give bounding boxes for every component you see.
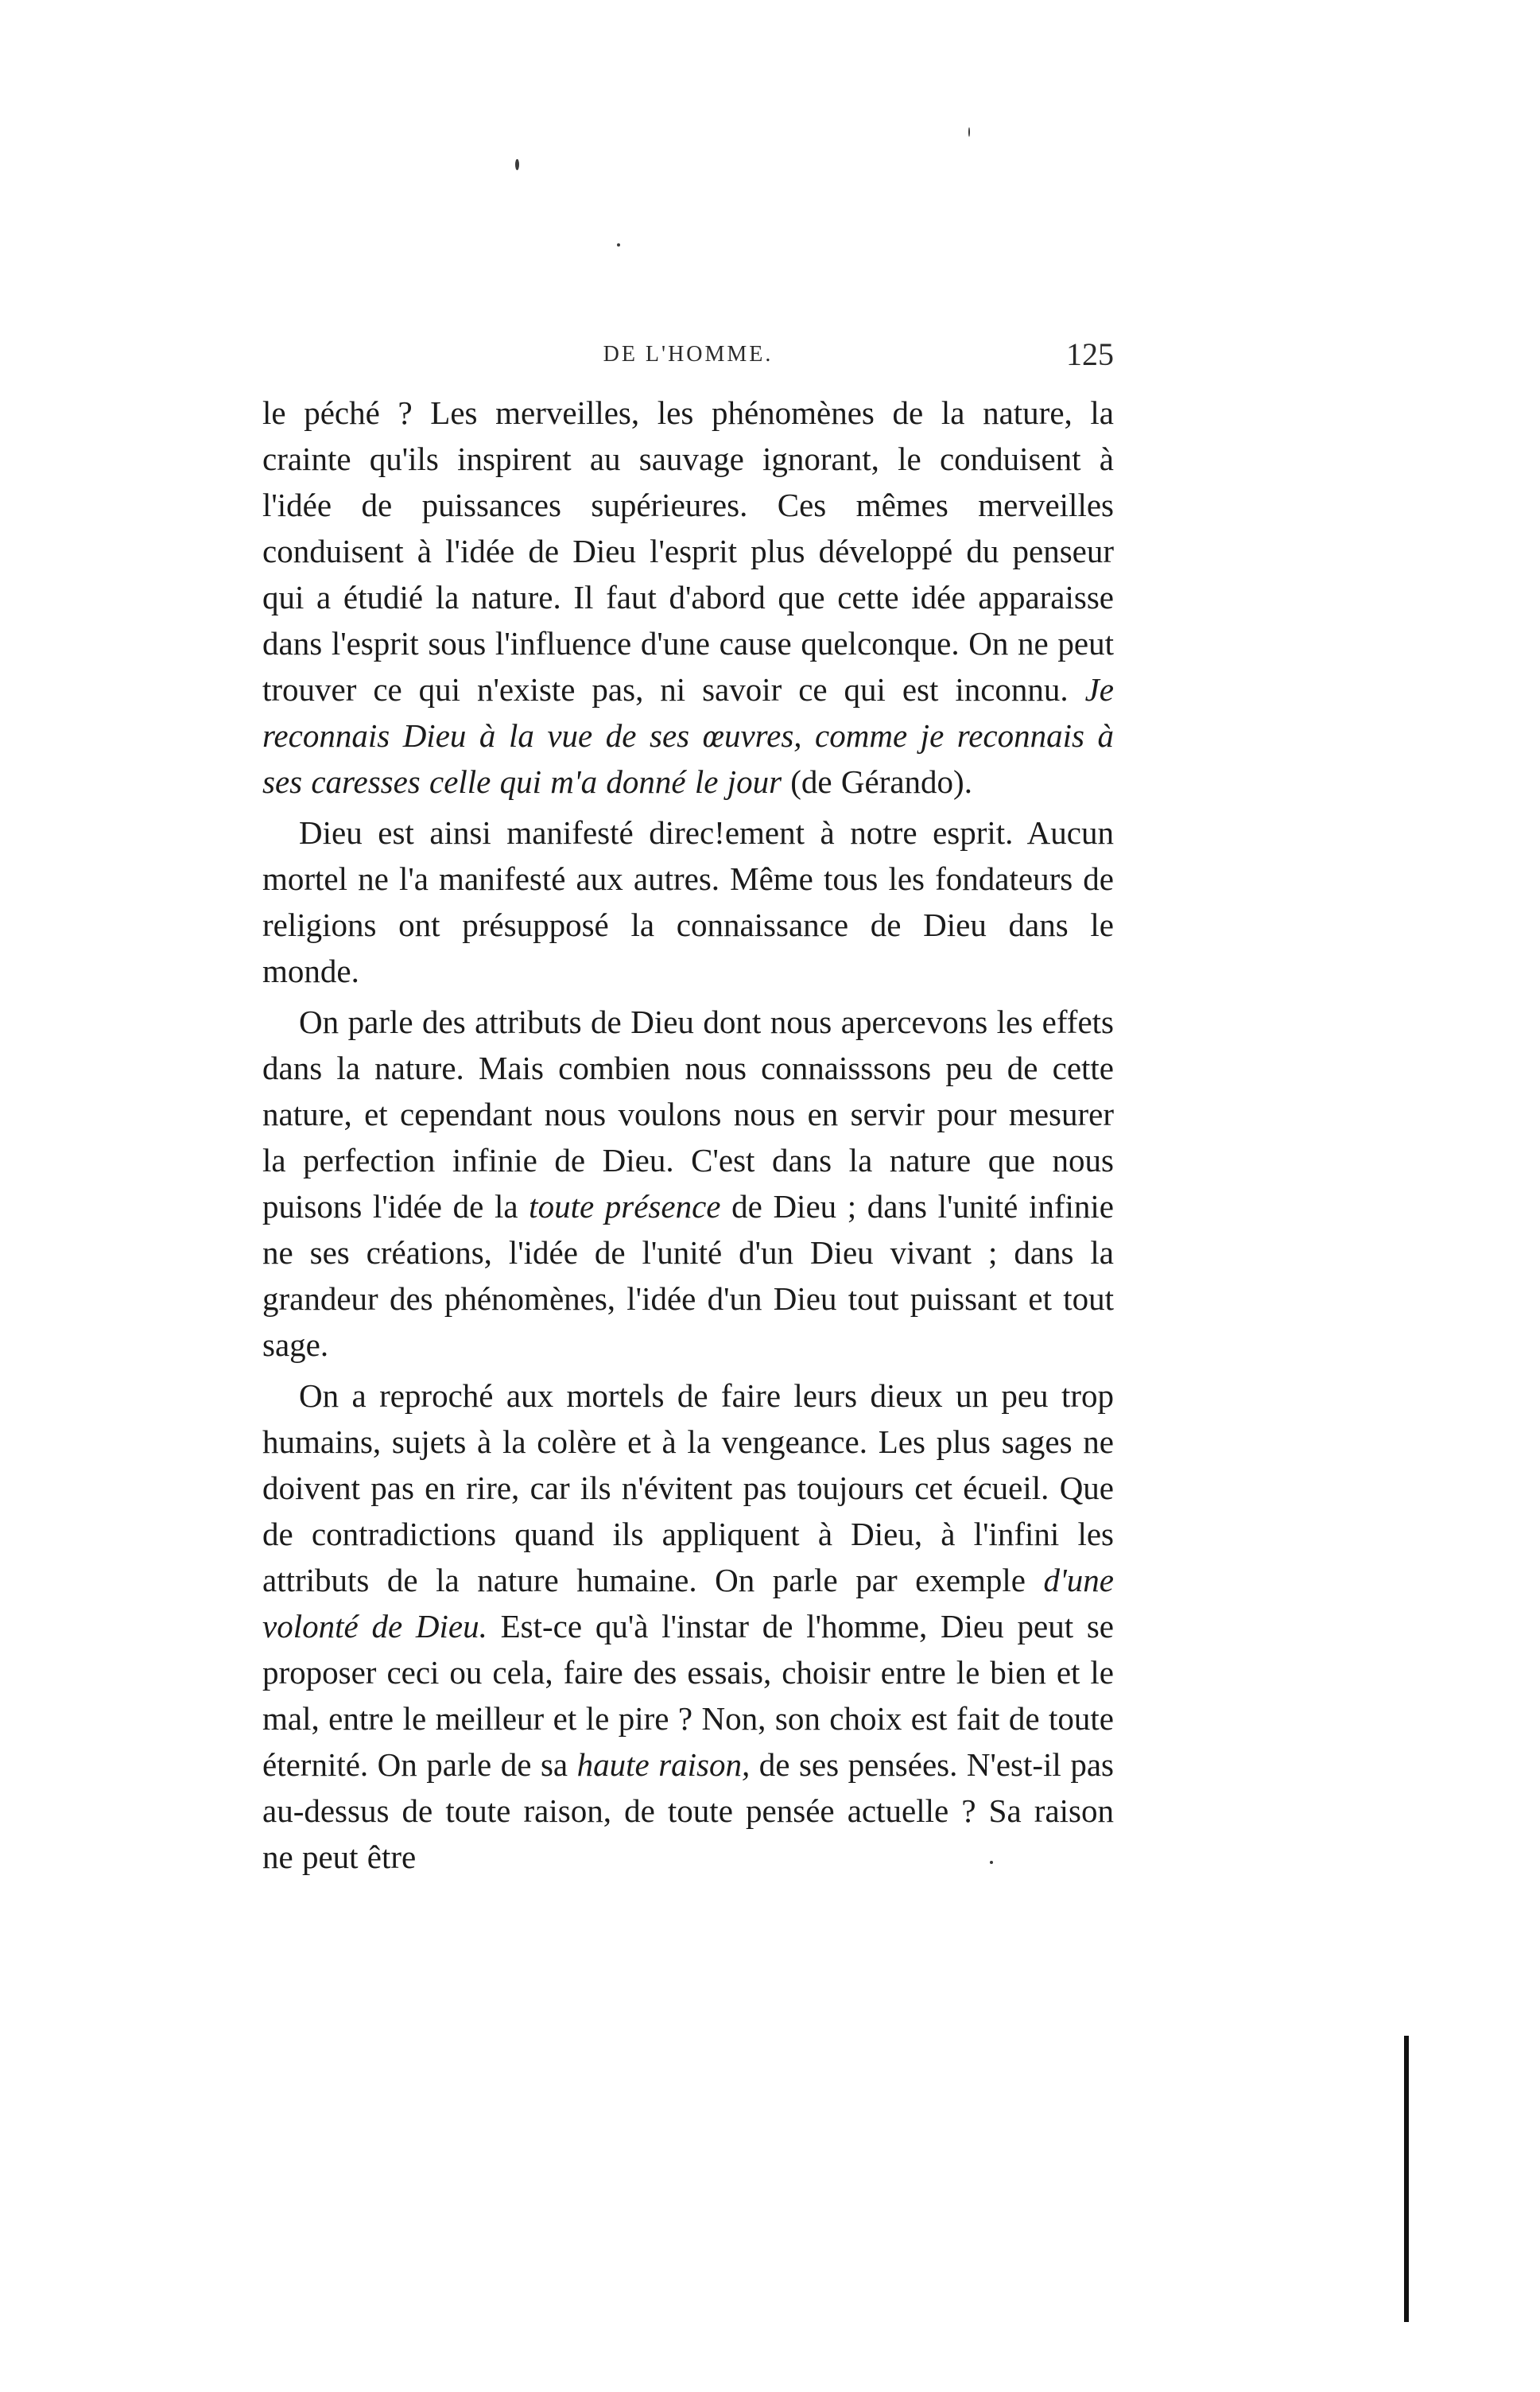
- text-run: de Dieu ; dans l'unité infinie ne ses créations, l'idée de l'unité d'un Dieu vivant ; dans la grandeur des phénomènes, l'idée d'un Dieu tout puissant et tout sage.: [262, 1188, 1114, 1363]
- body-text: [262, 390, 1114, 1885]
- scan-margin-line: [1404, 2036, 1409, 2322]
- print-speck: [515, 159, 519, 170]
- text-run: Est-ce qu'à l'instar de l'homme, Dieu peut se proposer ceci ou cela, faire des essais, choisir entre le bien et le mal, entre le meilleur et le pire ? Non, son choix est fait de toute éternité. On parle de sa: [262, 1608, 1114, 1783]
- print-speck: [968, 127, 970, 137]
- print-speck: [617, 243, 620, 247]
- paragraph-4: [262, 1373, 1114, 1880]
- italic-term: haute raison,: [576, 1746, 751, 1783]
- text-run: Dieu est ainsi manifesté direc!ement à notre esprit. Aucun mortel ne l'a manifesté aux autres. Même tous les fondateurs de religions ont présupposé la connaissance de Dieu dans le monde.: [262, 814, 1114, 989]
- paragraph-1: [262, 390, 1114, 805]
- italic-term: d'une volonté de Dieu.: [262, 1562, 1114, 1644]
- italic-quote: Je reconnais Dieu à la vue de ses œuvres, comme je reconnais à ses caresses celle qui m'a donné le jour: [262, 671, 1114, 800]
- page-number: 125: [1066, 336, 1114, 372]
- paragraph-3: [262, 999, 1114, 1368]
- running-head: [262, 336, 1114, 390]
- text-run: On a reproché aux mortels de faire leurs dieux un peu trop humains, sujets à la colère et à la vengeance. Les plus sages ne doivent pas en rire, car ils n'évitent pas toujours cet écueil. Que de contradictions quand ils appliquent à Dieu, à l'infini les attributs de la nature humaine. On parle par exemple: [262, 1377, 1114, 1598]
- text-run: le péché ? Les merveilles, les phénomènes de la nature, la crainte qu'ils inspirent au sauvage ignorant, le conduisent à l'idée de puissances supérieures. Ces mêmes merveilles conduisent à l'idée de Dieu l'esprit plus développé du penseur qui a étudié la nature. Il faut d'abord que cette idée apparaisse dans l'esprit sous l'influence d'une cause quelconque. On ne peut trouver ce qui n'existe pas, ni savoir ce qui est inconnu.: [262, 394, 1114, 708]
- text-run: On parle des attributs de Dieu dont nous apercevons les effets dans la nature. Mais combien nous connaisssons peu de cette nature, et cependant nous voulons nous en servir pour mesurer la perfection infinie de Dieu. C'est dans la nature que nous puisons l'idée de la: [262, 1004, 1114, 1225]
- text-run: (de Gérando).: [782, 763, 972, 800]
- italic-term: toute présence: [529, 1188, 721, 1225]
- paragraph-2: [262, 810, 1114, 994]
- running-title: DE L'HOMME.: [603, 342, 774, 367]
- text-run: de ses pensées. N'est-il pas au-dessus de toute raison, de toute pensée actuelle ? Sa raison ne peut être: [262, 1746, 1114, 1875]
